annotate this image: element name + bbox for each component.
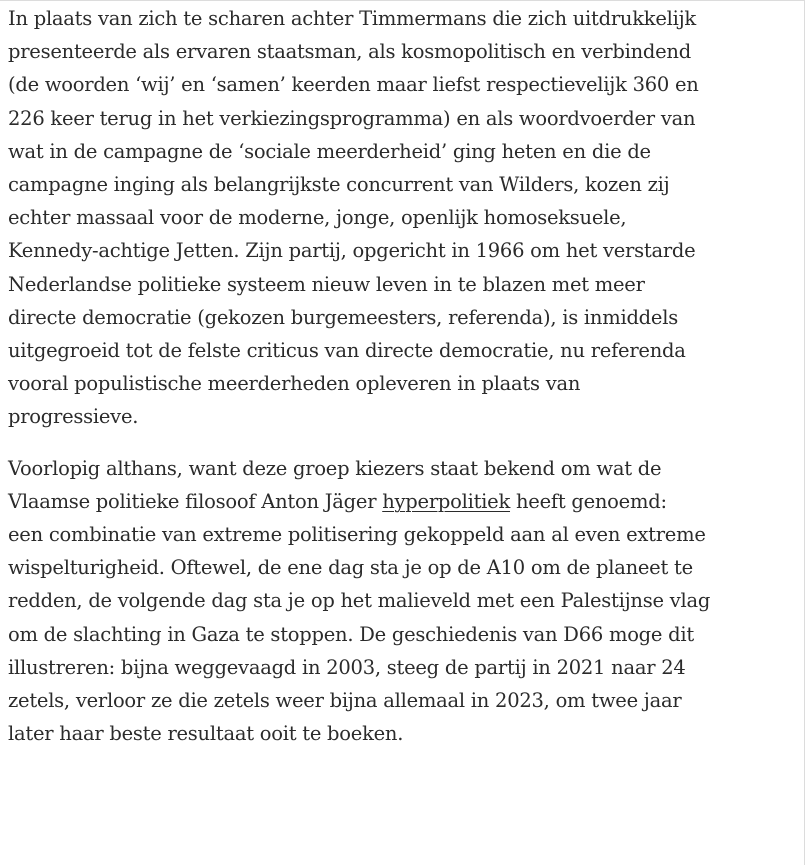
top-divider — [0, 0, 805, 1]
text-line: presenteerde als ervaren staatsman, als kosmopolitisch en verbindend — [8, 40, 691, 64]
text-line: In plaats van zich te scharen achter Timmermans die zich uitdrukkelijk — [8, 7, 696, 30]
text-line: Kennedy-achtige Jetten. Zijn partij, opgericht in 1966 om het verstarde — [8, 239, 696, 263]
text-line: uitgegroeid tot de felste criticus van directe democratie, nu referenda — [8, 339, 686, 363]
text-line: progressieve. — [8, 405, 139, 429]
text-line: zetels, verloor ze die zetels weer bijna allemaal in 2023, om twee jaar — [8, 689, 682, 713]
text-line: Voorlopig althans, want deze groep kiezers staat bekend om wat de — [8, 456, 662, 480]
text-segment: heeft genoemd: — [510, 489, 667, 513]
text-line: om de slachting in Gaza te stoppen. De geschiedenis van D66 moge dit — [8, 622, 694, 646]
text-line: een combinatie van extreme politisering gekoppeld aan al even extreme — [8, 523, 706, 547]
text-line-with-link — [8, 485, 798, 518]
text-line: echter massaal voor de moderne, jonge, openlijk homoseksuele, — [8, 206, 627, 230]
paragraph-2 — [8, 452, 798, 751]
text-line: later haar beste resultaat ooit te boeken. — [8, 722, 404, 746]
text-segment: Vlaamse politieke filosoof Anton Jäger — [8, 489, 383, 513]
hyperpolitiek-link[interactable]: hyperpolitiek — [382, 489, 511, 513]
text-line: wat in de campagne de ‘sociale meerderheid’ ging heten en die de — [8, 139, 651, 163]
text-line: (de woorden ‘wij’ en ‘samen’ keerden maar liefst respectievelijk 360 en — [8, 73, 699, 97]
text-line: Nederlandse politieke systeem nieuw leven in te blazen met meer — [8, 272, 645, 296]
paragraph-1 — [8, 2, 798, 434]
text-line: 226 keer terug in het verkiezingsprogramma) en als woordvoerder van — [8, 106, 696, 130]
text-line: redden, de volgende dag sta je op het malieveld met een Palestijnse vlag — [8, 589, 711, 613]
text-line: wispelturigheid. Oftewel, de ene dag sta je op de A10 om de planeet te — [8, 556, 693, 580]
article-body — [8, 2, 798, 750]
text-line: directe democratie (gekozen burgemeesters, referenda), is inmiddels — [8, 305, 678, 329]
text-line: illustreren: bijna weggevaagd in 2003, steeg de partij in 2021 naar 24 — [8, 655, 686, 679]
text-line: vooral populistische meerderheden opleveren in plaats van — [8, 372, 581, 396]
text-line: campagne inging als belangrijkste concurrent van Wilders, kozen zij — [8, 173, 670, 197]
